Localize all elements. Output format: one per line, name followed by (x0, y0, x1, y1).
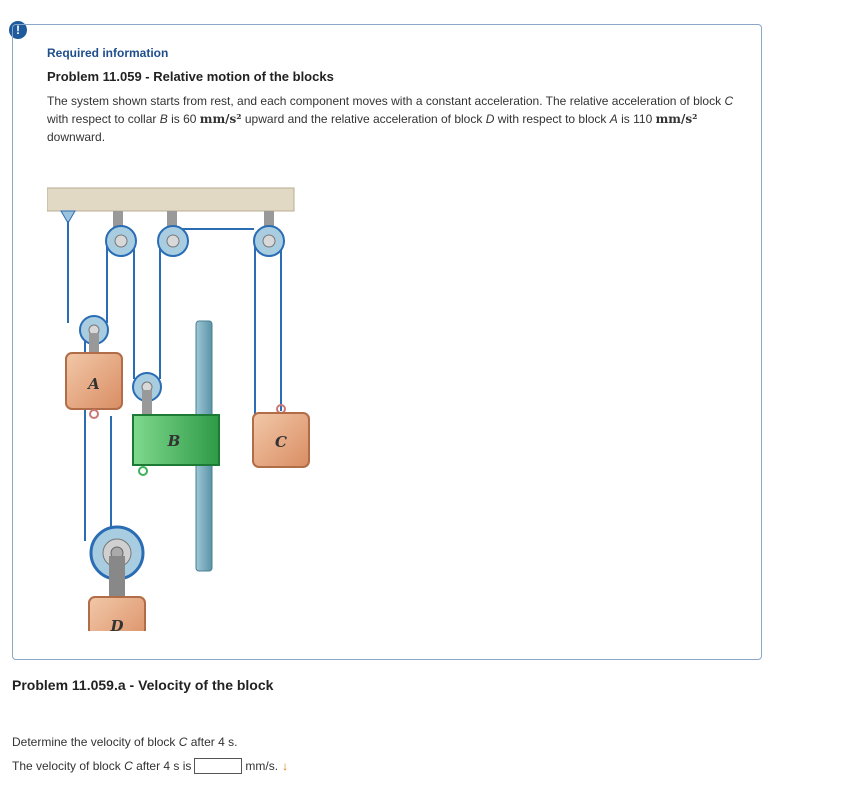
answer-row (12, 758, 288, 774)
pulley-3 (254, 226, 284, 256)
ceiling-beam (47, 188, 294, 211)
pulley-1 (106, 226, 136, 256)
answer-unit: mm/s. (245, 759, 279, 773)
pulley-system-figure (47, 161, 317, 631)
pulley-d (91, 527, 143, 598)
label-d: D (110, 617, 124, 631)
alert-icon: ! (9, 21, 27, 39)
label-a: A (88, 375, 100, 393)
label-c: C (275, 433, 287, 451)
subproblem-title: Problem 11.059.a - Velocity of the block (12, 677, 274, 693)
hook-b (139, 467, 147, 475)
question-text: Determine the velocity of block C after 4 s. (12, 735, 238, 749)
required-info-panel (12, 24, 762, 660)
pulley-2 (158, 226, 188, 256)
required-information-label: Required information (47, 46, 169, 60)
hook-a (90, 410, 98, 418)
label-b: B (167, 432, 181, 450)
problem-statement: The system shown starts from rest, and each component moves with a constant acceleration. The relative acceleration of block C with respect to collar B is 60 mm/s² upward and the relative acceleration of block D with respect to block A is 110 mm/s² downward. (47, 94, 734, 144)
answer-prompt: The velocity of block C after 4 s is (12, 759, 192, 773)
pulley-b (133, 373, 161, 415)
velocity-answer-input[interactable] (194, 758, 242, 774)
down-arrow-icon: ↓ (282, 759, 289, 773)
problem-title: Problem 11.059 - Relative motion of the blocks (47, 69, 334, 84)
